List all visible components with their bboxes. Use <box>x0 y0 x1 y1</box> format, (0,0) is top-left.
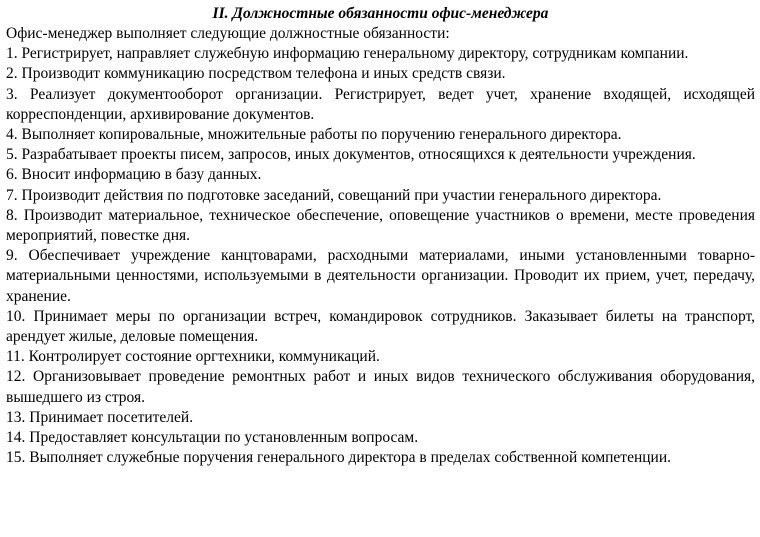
duty-item-8: 8. Производит материальное, техническое обеспечение, оповещение участников о времени, месте проведения мероприятий, повестке дня. <box>6 206 755 245</box>
duty-item-12: 12. Организовывает проведение ремонтных работ и иных видов технического обслуживания оборудования, вышедшего из строя. <box>6 368 755 406</box>
duty-item-7: 7. Производит действия по подготовке заседаний, совещаний при участии генерального директора. <box>6 186 662 204</box>
duty-item-6: 6. Вносит информацию в базу данных. <box>6 166 262 184</box>
duty-item-9: 9. Обеспечивает учреждение канцтоварами, расходными материалами, иными установленными товарно-материальными ценностями, используемыми в деятельности организации. Проводит их прием, учет, передачу, хранение. <box>6 247 755 305</box>
duty-item-13: 13. Принимает посетителей. <box>6 408 194 426</box>
duty-item-15: 15. Выполняет служебные поручения генерального директора в пределах собственной компетенции. <box>6 449 672 467</box>
duty-item-5: 5. Разрабатывает проекты писем, запросов, иных документов, относящихся к деятельности учреждения. <box>6 146 696 164</box>
intro-paragraph: Офис-менеджер выполняет следующие должностные обязанности: <box>6 25 450 42</box>
duty-item-14: 14. Предоставляет консультации по установленным вопросам. <box>6 429 419 447</box>
document-page <box>6 4 755 468</box>
duty-item-2: 2. Производит коммуникацию посредством телефона и иных средств связи. <box>6 65 506 83</box>
duty-item-11: 11. Контролирует состояние оргтехники, коммуникаций. <box>6 348 380 366</box>
section-title: II. Должностные обязанности офис-менеджера <box>212 5 549 22</box>
duty-item-10: 10. Принимает меры по организации встреч, командировок сотрудников. Заказывает билеты на транспорт, арендует жилые, деловые помещения. <box>6 307 755 346</box>
duty-item-1: 1. Регистрирует, направляет служебную информацию генеральному директору, сотрудникам компании. <box>6 45 689 63</box>
duty-item-3: 3. Реализует документооборот организации. Регистрирует, ведет учет, хранение входящей, исходящей корреспонденции, архивирование документов. <box>6 85 755 123</box>
duty-item-4: 4. Выполняет копировальные, множительные работы по поручению генерального директора. <box>6 126 622 144</box>
duties-list <box>6 44 755 468</box>
